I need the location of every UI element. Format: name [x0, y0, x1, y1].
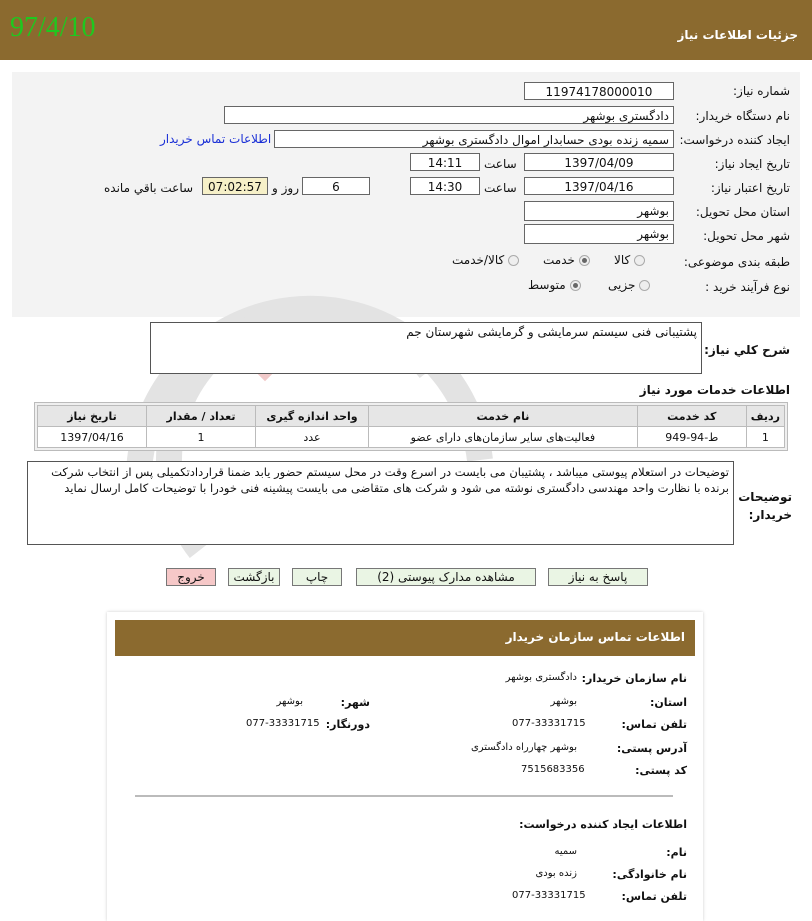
- buyer-notes-textarea[interactable]: توضیحات در استعلام پیوستی میباشد ، پشتیبان می بایست در اسرع وقت در محل سیستم حضور یابد ضمنا قراردادتکمیلی پس از انتخاب شرکت برنده با نظارت واحد مهندسی دادگستری نوشته می شود و شرکت های متقاضی می بایست پیشینه فنی خودرا با توضیحات کامل ارسال نماید: [27, 461, 734, 545]
- contact-panel-header: [115, 620, 695, 656]
- cell-row: 1: [746, 427, 784, 448]
- col-name: نام خدمت: [369, 406, 638, 427]
- creator-title: اطلاعات ایجاد کننده درخواست:: [519, 818, 687, 831]
- need-number-label: شماره نیاز:: [733, 84, 790, 98]
- contact-panel: [107, 612, 703, 921]
- contact-info-link[interactable]: اطلاعات تماس خریدار: [160, 132, 272, 146]
- table-row: [38, 427, 785, 448]
- services-title: اطلاعات خدمات مورد نیاز: [639, 383, 790, 397]
- exit-button[interactable]: خروج: [166, 568, 216, 586]
- page-title: جزئیات اطلاعات نیاز: [677, 28, 798, 42]
- category-radio-goods[interactable]: کالا: [614, 253, 645, 267]
- attachments-button[interactable]: مشاهده مدارک پیوستی (2): [356, 568, 536, 586]
- radio-icon: [634, 255, 645, 266]
- create-date-label: تاریخ ایجاد نیاز:: [714, 157, 790, 171]
- divider: [135, 795, 673, 797]
- radio-selected-icon: [579, 255, 590, 266]
- remaining-label: ساعت باقي مانده: [104, 181, 194, 195]
- postal-value: 7515683356: [521, 764, 585, 775]
- create-time-field[interactable]: 14:11: [410, 153, 480, 171]
- services-table-wrap: [34, 402, 788, 451]
- validity-date-field[interactable]: 1397/04/16: [524, 177, 674, 195]
- summary-textarea[interactable]: پشتیبانی فنی سیستم سرمایشی و گرمایشی شهرستان جم: [150, 322, 702, 374]
- province-value-2: بوشهر: [550, 696, 577, 707]
- cell-date: 1397/04/16: [38, 427, 147, 448]
- city-label: شهر محل تحویل:: [703, 229, 790, 243]
- process-label: نوع فرآیند خرید :: [705, 280, 790, 294]
- last-name-value: زنده بودی: [535, 868, 577, 879]
- col-date: تاریخ نیاز: [38, 406, 147, 427]
- city-label-2: شهر:: [340, 696, 370, 709]
- print-button[interactable]: چاپ: [292, 568, 342, 586]
- col-code: کد خدمت: [637, 406, 746, 427]
- postal-label: کد پستی:: [635, 764, 687, 777]
- need-number-field[interactable]: 11974178000010: [524, 82, 674, 100]
- days-remaining-field: 6: [302, 177, 370, 195]
- category-label: طبقه بندی موضوعی:: [683, 255, 790, 269]
- fax-value: 077-33331715: [246, 718, 320, 729]
- radio-selected-icon: [570, 280, 581, 291]
- requester-label: ایجاد کننده درخواست:: [679, 133, 790, 147]
- fax-label: دورنگار:: [325, 718, 370, 731]
- city-value-2: بوشهر: [276, 696, 303, 707]
- summary-label: شرح کلي نياز:: [704, 343, 790, 357]
- col-row: ردیف: [746, 406, 784, 427]
- province-label-2: استان:: [650, 696, 687, 709]
- validity-time-label: ساعت: [484, 181, 517, 195]
- header-bar: [0, 0, 812, 60]
- services-table: [37, 405, 785, 448]
- remaining-time-field: 07:02:57: [202, 177, 268, 195]
- category-radio-goods-service[interactable]: کالا/خدمت: [452, 253, 519, 267]
- buyer-notes-label: توضیحات خریدار:: [738, 490, 792, 522]
- process-radio-minor[interactable]: جزیی: [608, 278, 650, 292]
- process-radio-medium[interactable]: متوسط: [528, 278, 581, 292]
- table-header-row: [38, 406, 785, 427]
- requester-field[interactable]: سمیه زنده بودی حسابدار اموال دادگستری بوشهر: [274, 130, 674, 148]
- creator-phone-value: 077-33331715: [512, 890, 586, 901]
- phone-value: 077-33331715: [512, 718, 586, 729]
- date-stamp: 97/4/10: [10, 12, 96, 43]
- radio-icon: [508, 255, 519, 266]
- first-name-value: سمیه: [554, 846, 577, 857]
- col-unit: واحد اندازه گیری: [256, 406, 369, 427]
- cell-unit: عدد: [256, 427, 369, 448]
- buyer-org-field[interactable]: دادگستری بوشهر: [224, 106, 674, 124]
- category-radio-service[interactable]: خدمت: [543, 253, 590, 267]
- cell-qty: 1: [147, 427, 256, 448]
- col-qty: تعداد / مقدار: [147, 406, 256, 427]
- phone-label: تلفن تماس:: [621, 718, 687, 731]
- province-field[interactable]: بوشهر: [524, 201, 674, 221]
- create-date-field[interactable]: 1397/04/09: [524, 153, 674, 171]
- creator-phone-label: تلفن تماس:: [621, 890, 687, 903]
- cell-name: فعالیت‌های سایر سازمان‌های دارای عضو: [369, 427, 638, 448]
- reply-button[interactable]: پاسخ به نیاز: [548, 568, 648, 586]
- back-button[interactable]: بازگشت: [228, 568, 280, 586]
- org-name-value: دادگستری بوشهر: [505, 672, 577, 683]
- address-label: آدرس پستی:: [616, 742, 687, 755]
- org-name-label: نام سازمان خریدار:: [581, 672, 687, 685]
- validity-time-field[interactable]: 14:30: [410, 177, 480, 195]
- first-name-label: نام:: [666, 846, 687, 859]
- validity-date-label: تاریخ اعتبار نیاز:: [710, 181, 790, 195]
- address-value: بوشهر چهارراه دادگستری: [470, 742, 577, 753]
- create-time-label: ساعت: [484, 157, 517, 171]
- city-field[interactable]: بوشهر: [524, 224, 674, 244]
- days-label: روز و: [272, 181, 299, 195]
- last-name-label: نام خانوادگی:: [612, 868, 687, 881]
- contact-panel-title: اطلاعات تماس سازمان خریدار: [505, 630, 685, 644]
- province-label: استان محل تحویل:: [695, 205, 790, 219]
- radio-icon: [639, 280, 650, 291]
- cell-code: ط-94-949: [637, 427, 746, 448]
- buyer-org-label: نام دستگاه خریدار:: [695, 109, 790, 123]
